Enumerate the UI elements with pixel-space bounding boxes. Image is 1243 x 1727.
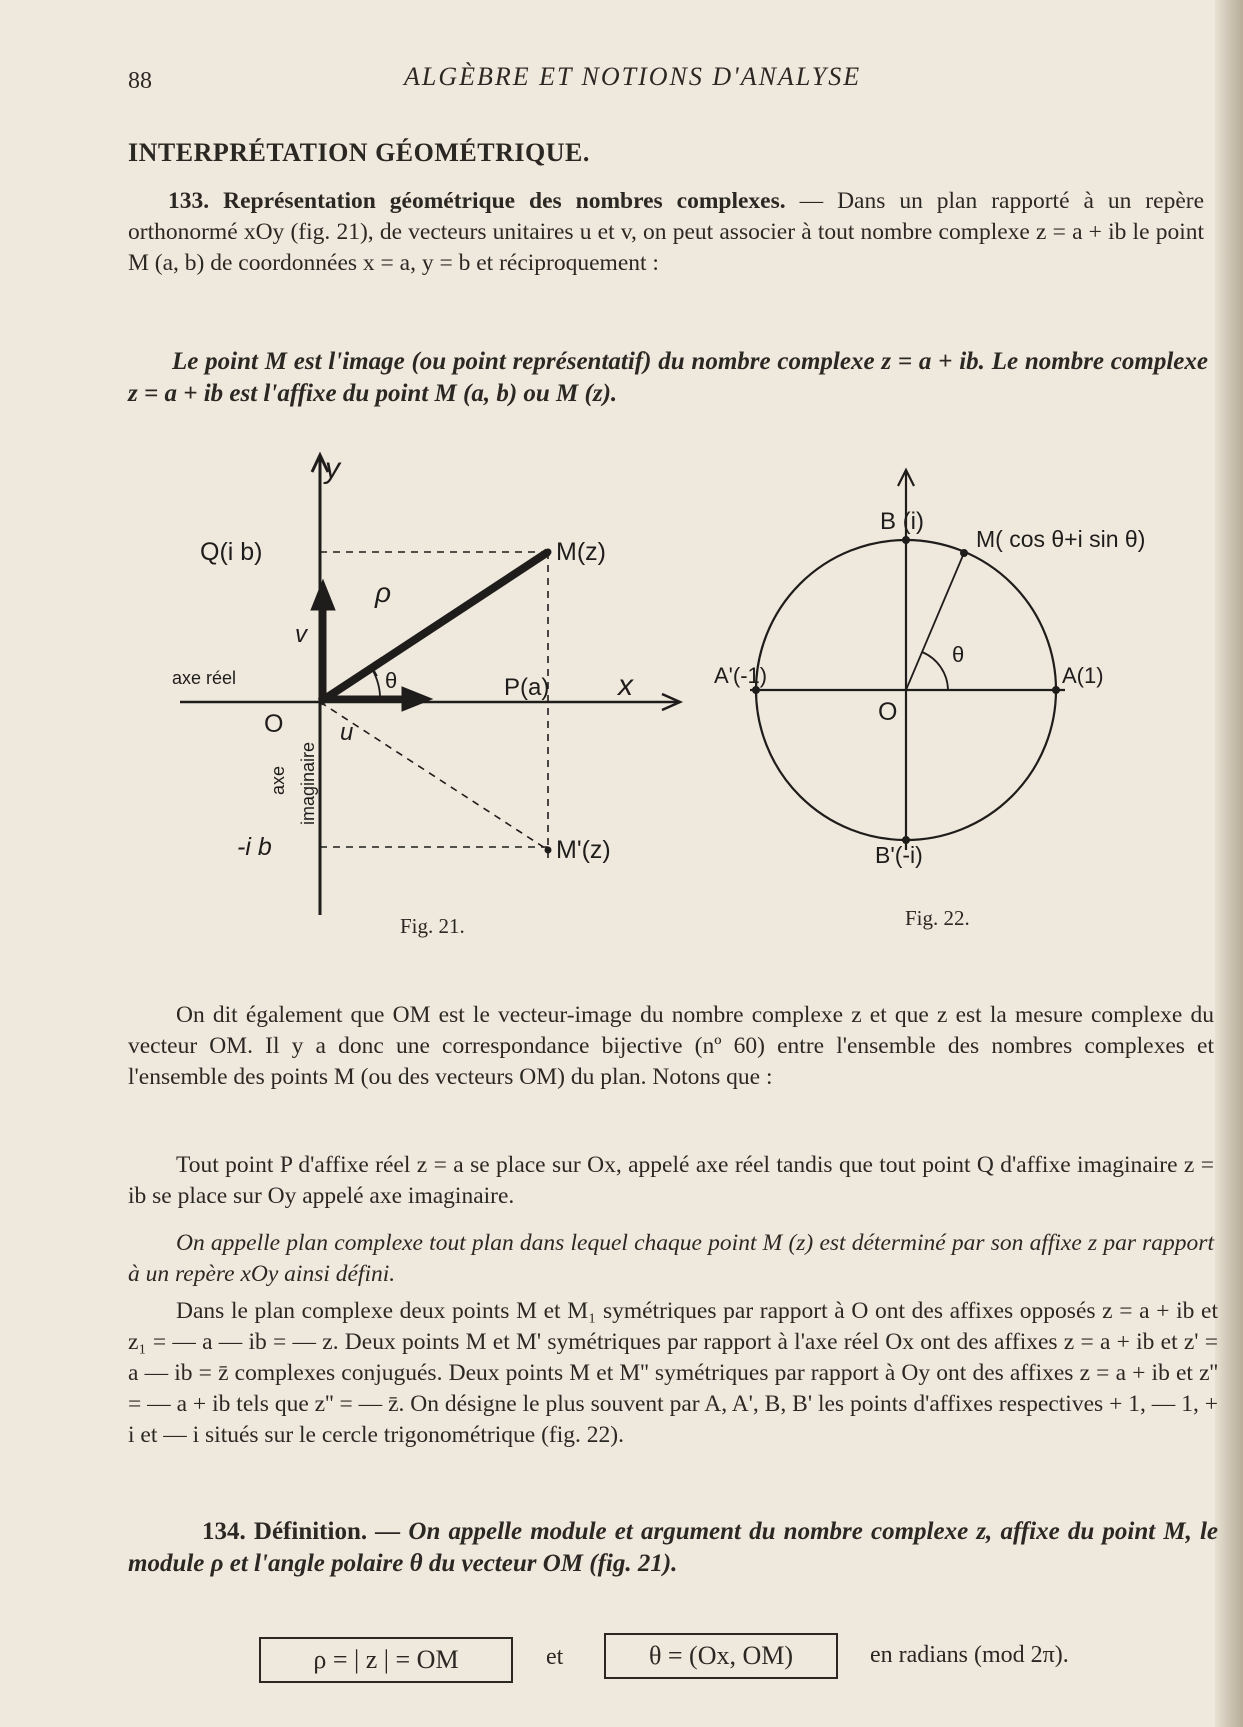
label-o-22: O [878, 698, 898, 726]
label-m: M(z) [556, 538, 606, 566]
formula-module-box: ρ = | z | = OM [259, 1637, 513, 1683]
definition-text: Le point M est l'image (ou point représentatif) du nombre complexe z = a + ib. Le nombre complexe z = a + ib est l'affixe du point M (a, b) ou M (z). [128, 348, 1208, 407]
label-a: A(1) [1062, 663, 1104, 688]
label-y: y [325, 452, 340, 485]
definition-image-affixe [128, 346, 1208, 410]
paragraph-number: 133. [168, 188, 210, 214]
formula-argument-box: θ = (Ox, OM) [604, 1633, 838, 1679]
radius-om [906, 553, 964, 690]
label-v: v [295, 621, 307, 648]
label-o: O [264, 710, 284, 738]
paragraph-affixe-reel: Tout point P d'affixe réel z = a se place sur Ox, appelé axe réel tandis que tout point Q d'affixe imaginaire z = ib se place sur Oy appelé axe imaginaire. [128, 1152, 1214, 1209]
formula-et: et [546, 1644, 564, 1670]
dashed-o-m-prime [320, 702, 548, 850]
paragraph-plan-complexe: On appelle plan complexe tout plan dans lequel chaque point M (z) est déterminé par son affixe z par rapport à un repère xOy ainsi défini. [128, 1230, 1214, 1287]
page-edge [1215, 0, 1243, 1727]
running-title: ALGÈBRE ET NOTIONS D'ANALYSE [404, 62, 862, 91]
paragraph-vecteur-image: On dit également que OM est le vecteur-image du nombre complexe z et que z est la mesure complexe du vecteur OM. Il y a donc une correspondance bijective (nº 60) entre l'ensemble des nombres complexes et l'ensemble des points M (ou des vecteurs OM) du plan. Notons que : [128, 1002, 1214, 1090]
paragraph-133 [128, 186, 1204, 279]
label-m-conjugate: M'(z) [556, 836, 611, 864]
paragraph-title: Représentation géométrique des nombres complexes. [223, 188, 786, 214]
label-minus-ib: -i b [237, 833, 272, 861]
label-p: P(a) [504, 674, 550, 701]
paragraph-symetries: Dans le plan complexe deux points M et M₁ symétriques par rapport à O ont des affixes opposés z = a + ib et z₁ = — a — ib = — z. Deux points M et M' symétriques par rapport à l'axe réel Ox ont des affixes z = a + ib et z' = a — ib = z̄ complexes conjugués. Deux points M et M'' symétriques par rapport à Oy ont des affixes z = a + ib et z'' = — a + ib tels que z'' = — z̄. On désigne le plus souvent par A, A', B, B' les points d'affixes respectives + 1, — 1, + i et — i situés sur le cercle trigonométrique (fig. 22). [128, 1298, 1218, 1448]
label-x: x [618, 669, 633, 702]
label-imaginaire: imaginaire [298, 741, 318, 825]
figure-21 [172, 450, 690, 895]
paragraph-134: 134. Définition. — On appelle module et argument du nombre complexe z, affixe du point M, le module ρ et l'angle polaire θ du vecteur OM (fig. 21). [128, 1518, 1219, 1577]
label-b-prime: B'(-i) [875, 842, 923, 868]
paragraph-text: — Dans un plan rapporté à un repère orthonormé xOy (fig. 21), de vecteurs unitaires u et v, on peut associer à tout nombre complexe z = a + ib le point M (a, b) de coordonnées x = a, y = b et réciproquement : [128, 188, 1205, 276]
label-a-prime: A'(-1) [714, 663, 768, 688]
label-u: u [340, 719, 354, 746]
label-theta-22: θ [952, 642, 965, 667]
page-number: 88 [128, 68, 152, 94]
section-heading: INTERPRÉTATION GÉOMÉTRIQUE. [128, 138, 590, 167]
label-axe: axe [268, 765, 288, 795]
label-m-cos-sin: M( cos θ+i sin θ) [976, 526, 1146, 552]
figure-22 [714, 450, 1170, 870]
label-axe-reel: axe réel [172, 668, 237, 688]
label-b: B (i) [880, 508, 924, 535]
formula-suffix: en radians (mod 2π). [870, 1642, 1069, 1668]
label-theta: θ [385, 668, 398, 693]
fig21-caption: Fig. 21. [400, 914, 465, 938]
fig22-caption: Fig. 22. [905, 906, 970, 930]
label-rho: ρ [375, 577, 392, 608]
label-q: Q(i b) [200, 538, 263, 566]
